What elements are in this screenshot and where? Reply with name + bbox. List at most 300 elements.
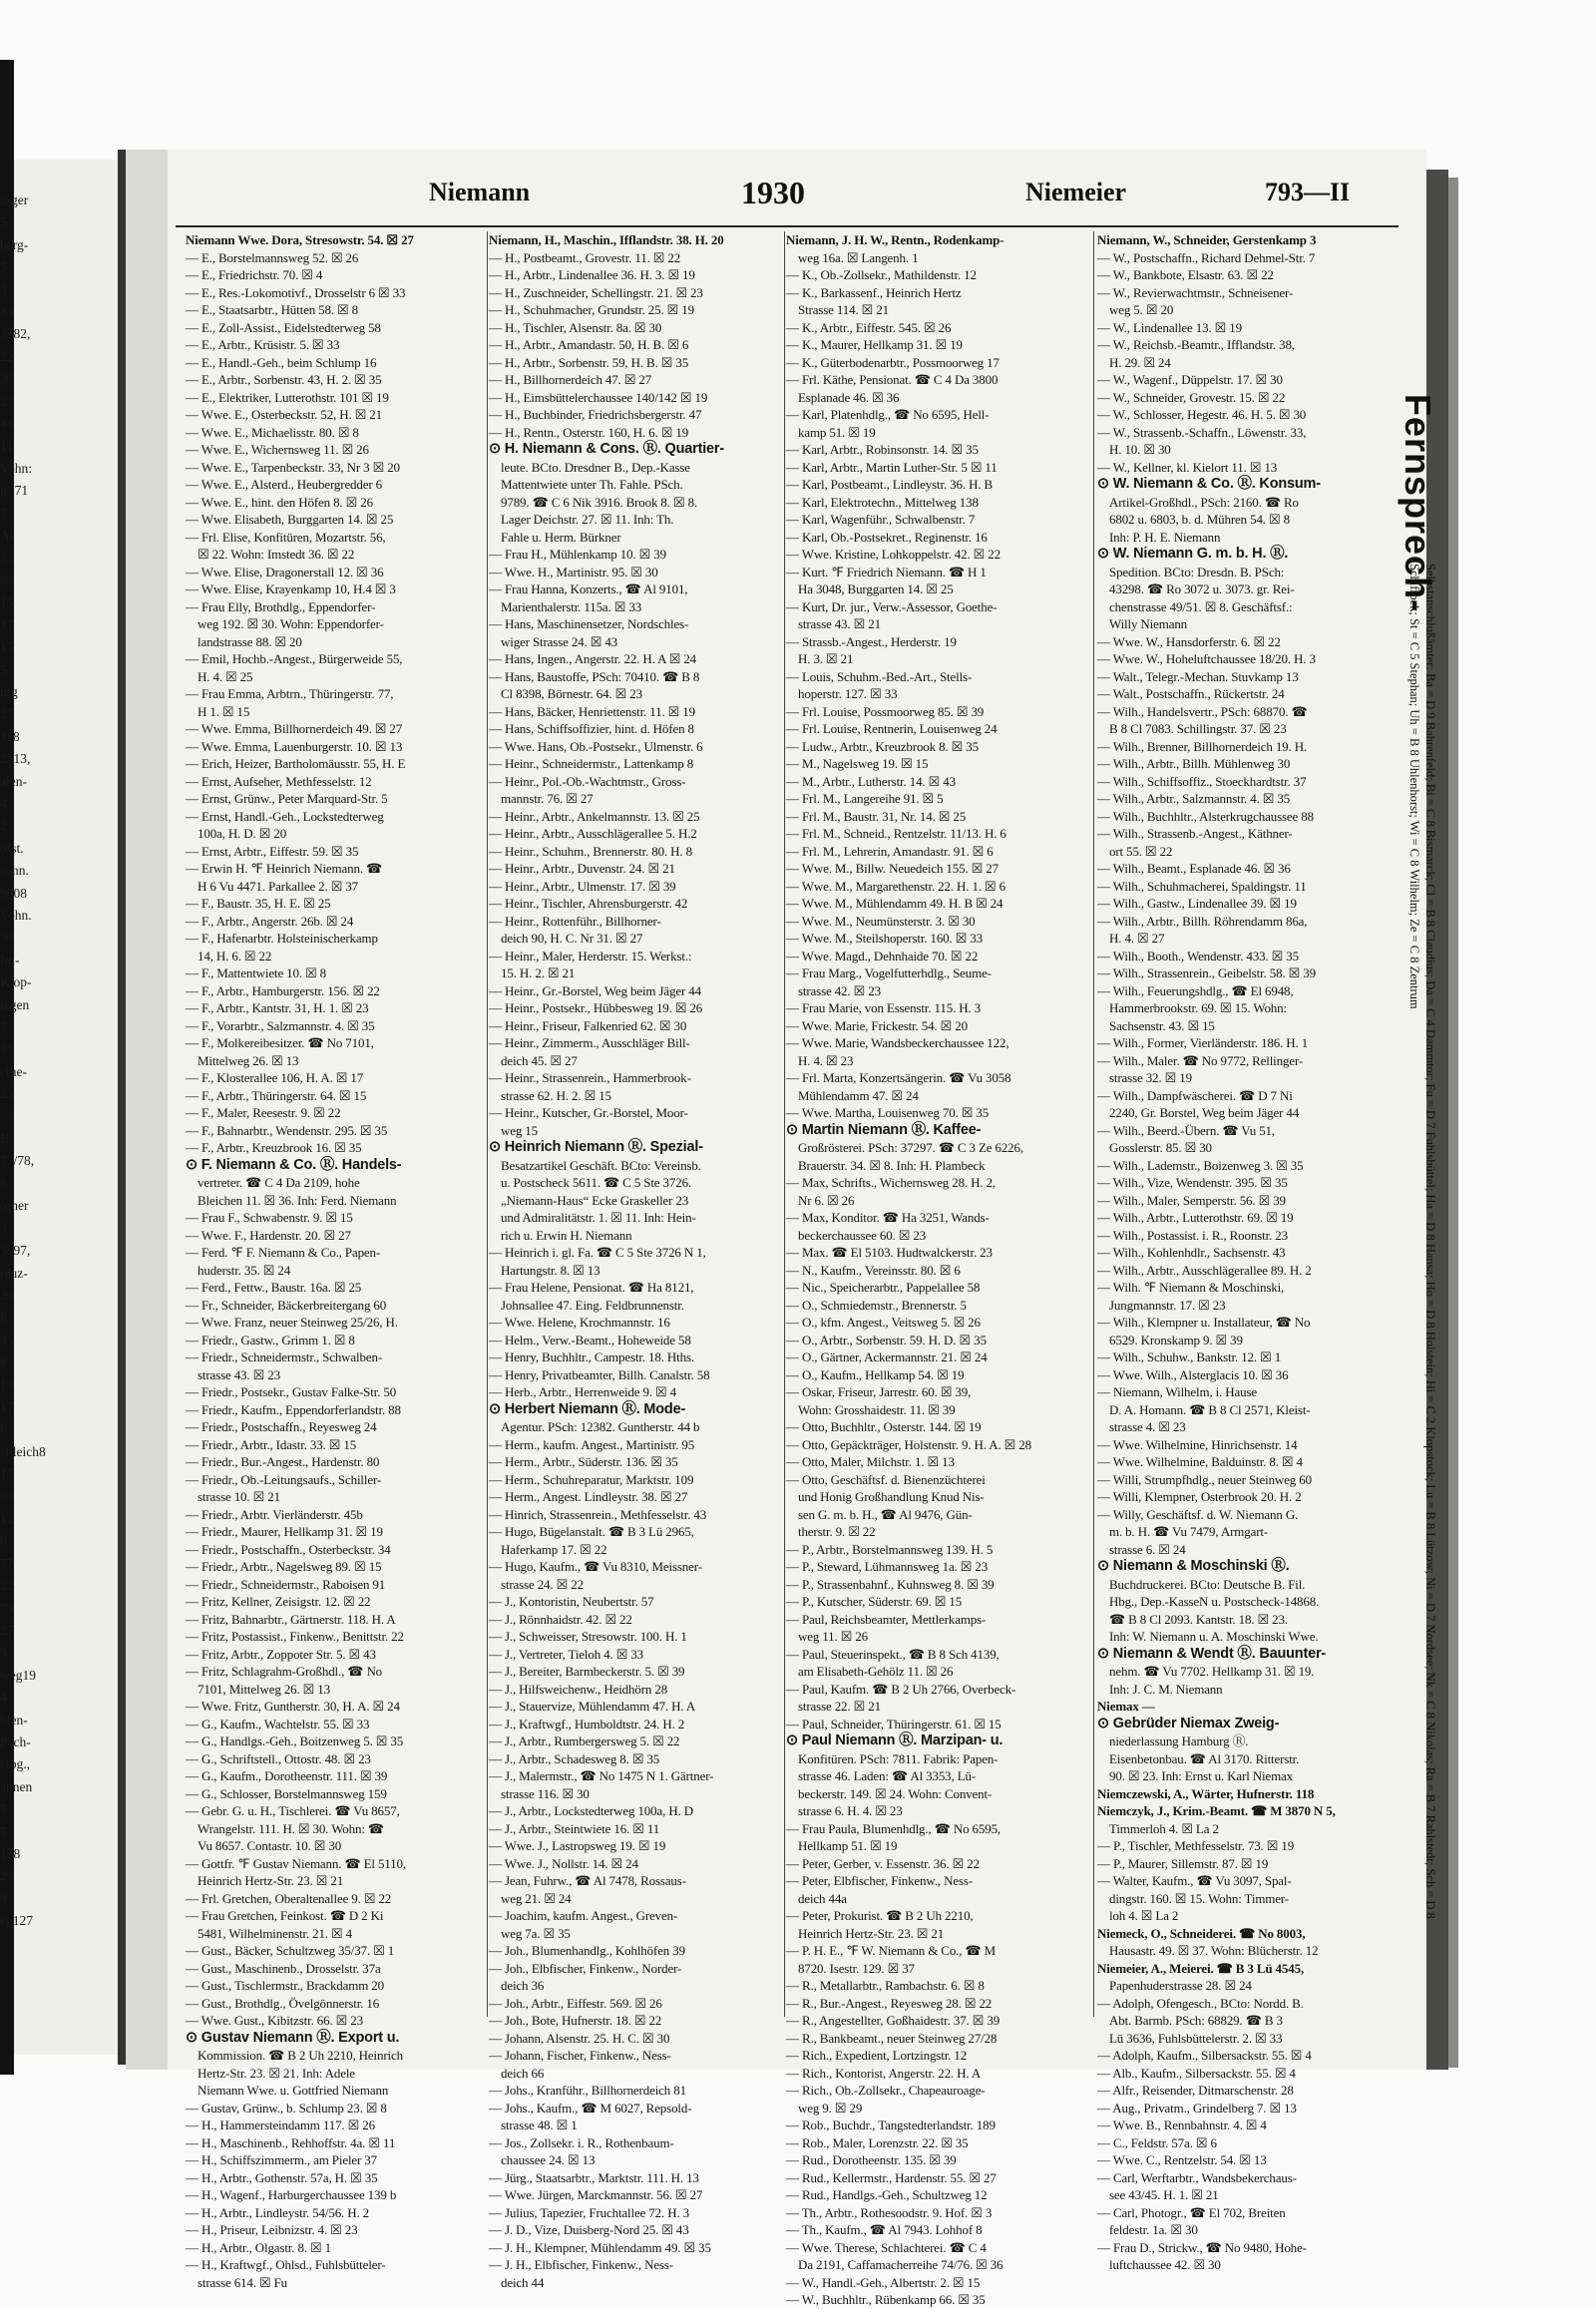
- directory-entry-line: Niemeck, O., Schneiderei. ☎ No 8003,: [1097, 1925, 1306, 1941]
- facing-page-line: 93: [0, 1645, 14, 1661]
- directory-entry-line: — F., Arbtr., Kantstr. 31, H. 1. ☒ 23: [186, 1000, 369, 1015]
- directory-entry-line: — Alb., Kaufm., Silbersackstr. 55. ☒ 4: [1097, 2065, 1296, 2081]
- directory-entry-line: — J., Rönnhaidstr. 42. ☒ 22: [489, 1611, 632, 1627]
- directory-entry-line: — F., Arbtr., Kreuzbrook 16. ☒ 35: [186, 1140, 362, 1155]
- directory-entry-line: — Aug., Privatm., Grindelberg 7. ☒ 13: [1097, 2100, 1297, 2116]
- directory-entry-line: — Frl. Elise, Konfitüren, Mozartstr. 56,: [186, 529, 386, 545]
- directory-entry-line: loh 4. ☒ La 2: [1109, 1908, 1179, 1923]
- directory-entry-line: — Wilh., Arbtr., Billh. Mühlenweg 30: [1097, 756, 1291, 771]
- directory-entry-line: 14, H. 6. ☒ 22: [198, 948, 272, 963]
- facing-page-line: echn.: [0, 863, 29, 879]
- directory-entry-line: — Alfr., Reisender, Ditmarschenstr. 28: [1097, 2083, 1294, 2098]
- directory-entry-line: — G., Schriftstell., Ottostr. 48. ☒ 23: [186, 1750, 371, 1766]
- directory-entry-line: — F., Klosterallee 106, H. A. ☒ 17: [186, 1070, 364, 1085]
- facing-page-line: 15: [0, 594, 14, 610]
- directory-entry-line: 5481, Wilhelminenstr. 21. ☒ 4: [198, 1925, 352, 1941]
- directory-entry-line: — Th., Arbtr., Rothesoodstr. 9. Hof. ☒ 3: [786, 2204, 993, 2220]
- directory-entry-line: — Wwe. Franz, neuer Steinweg 25/26, H.: [186, 1315, 398, 1330]
- directory-entry-line: — Herm., Angest. Lindleystr. 38. ☒ 27: [489, 1489, 688, 1504]
- directory-entry-line: — Joachim, kaufm. Angest., Greven-: [489, 1908, 678, 1923]
- directory-entry-line: — J., Hilfsweichenw., Heidhörn 28: [489, 1681, 668, 1697]
- directory-entry-line: — Wwe. Therese, Schlachterei. ☎ C 4: [786, 2239, 987, 2255]
- facing-page-line: 25: [0, 1086, 14, 1102]
- directory-entry-line: — Frau Elly, Brothdlg., Eppendorfer-: [186, 598, 376, 614]
- facing-page-line: 33: [0, 304, 14, 320]
- directory-entry-line: strasse 46. Laden: ☎ Al 3353, Lü-: [798, 1768, 977, 1783]
- directory-entry-line: — Adolph, Kaufm., Silbersackstr. 55. ☒ 4: [1097, 2048, 1312, 2063]
- directory-entry-line: — Wilh., Feuerungshdlg., ☎ El 6948,: [1097, 982, 1294, 998]
- directory-entry-line: — Wwe. Emma, Billhornerdeich 49. ☒ 27: [186, 721, 403, 736]
- directory-entry-line: — Ernst, Aufseher, Methfesselstr. 12: [186, 773, 372, 789]
- directory-entry-line: weg 15: [501, 1122, 539, 1138]
- legend-text: Selbstanschlußämter: Ba = D 9 Bahrenfeld; Bi = C 8 Bismarck; Cl = B 8 Claudius; Da = C 4 Dammtor; Fu = D 7 Fuhlsbüttel; Ha = D 8 Hansa; Ho = D 8 Holstein; Hi = C 2 Klopstock; Lu = B 8 Lützow; Ni = D 7 Nordsee; Nk = C 8 Nikolas; Ra = B 7 Rahlstedt; Sch = D 8 Schiffbek; St = C 5 Stephan; Uh = B 8 Uhlenhorst; Wi = C 8 Wilhelm; Ze = C 8 Zentrum: [1407, 564, 1437, 1919]
- directory-entry-line: — H., Arbtr., Gothenstr. 57a, H. ☒ 35: [186, 2169, 378, 2185]
- directory-entry-line: Marienthalerstr. 115a. ☒ 33: [501, 598, 642, 614]
- directory-entry-line: — Heinr., Strassenrein., Hammerbrook-: [489, 1070, 691, 1085]
- directory-entry-line: — Peter, Gerber, v. Essenstr. 36. ☒ 22: [786, 1855, 980, 1871]
- directory-entry-line: Hausastr. 49. ☒ 37. Wohn: Blücherstr. 12: [1109, 1943, 1319, 1958]
- directory-entry-line: — Rich., Ob.-Zollsekr., Chapeauroage-: [786, 2083, 986, 2098]
- facing-page-line: 2513,: [0, 751, 31, 767]
- directory-entry-line: deich 90, H. C. Nr 31. ☒ 27: [501, 931, 643, 946]
- directory-entry-line: — Frau D., Strickw., ☎ No 9480, Hohe-: [1097, 2239, 1307, 2255]
- directory-entry-line: — Wilh., Beerd.-Übern. ☎ Vu 51,: [1097, 1122, 1276, 1138]
- directory-entry-line: — Heinr., Kutscher, Gr.-Borstel, Moor-: [489, 1105, 688, 1120]
- directory-entry-line: — J. H., Klempner, Mühlendamm 49. ☒ 35: [489, 2239, 711, 2255]
- directory-entry-line: am Elisabeth-Gehölz 11. ☒ 26: [798, 1664, 954, 1679]
- directory-entry-line: ⊙ Niemann & Moschinski Ⓡ.: [1097, 1558, 1290, 1574]
- header-year: 1930: [741, 175, 805, 210]
- column-2: [489, 231, 788, 2290]
- directory-entry-line: — Herb., Arbtr., Herrenweide 9. ☒ 4: [489, 1384, 676, 1399]
- directory-entry-line: — Wwe. E., Alsterd., Heubergredder 6: [186, 477, 383, 492]
- legend-title: Fernsprech-: [1397, 394, 1438, 613]
- directory-entry-line: — Gust., Bäcker, Schultzweg 35/37. ☒ 1: [186, 1943, 395, 1958]
- facing-page-line: Im-: [0, 952, 20, 967]
- directory-entry-line: — Walter, Kaufm., ☎ Vu 3097, Spal-: [1097, 1873, 1292, 1888]
- directory-entry-line: — Heinr., Maler, Herderstr. 15. Werkst.:: [489, 948, 692, 963]
- directory-entry-line: Ha 3048, Burggarten 14. ☒ 25: [798, 581, 954, 596]
- facing-page-line: 15: [0, 639, 14, 655]
- directory-entry-line: — Wwe. M., Neumünsterstr. 3. ☒ 30: [786, 913, 976, 929]
- directory-entry-line: Lager Deichstr. 27. ☒ 11. Inh: Th.: [501, 512, 674, 527]
- directory-entry-line: hoperstr. 127. ☒ 33: [798, 686, 898, 701]
- facing-page-line: 35: [0, 706, 14, 722]
- directory-entry-line: — J. D., Vize, Duisberg-Nord 25. ☒ 43: [489, 2222, 689, 2237]
- column-3: [786, 231, 1093, 2307]
- directory-entry-line: Hammerbrookstr. 69. ☒ 15. Wohn:: [1109, 1000, 1287, 1015]
- directory-entry-line: — W., Postschaffn., Richard Dehmel-Str. 7: [1097, 249, 1316, 265]
- directory-entry-line: — Wilh., Buchhltr., Alsterkrugchaussee 88: [1097, 808, 1314, 824]
- facing-page-line: 20: [0, 1287, 14, 1303]
- directory-entry-line: — C., Feldstr. 57a. ☒ 6: [1097, 2134, 1217, 2150]
- directory-entry-line: — Otto, Buchhltr., Osterstr. 144. ☒ 19: [786, 1419, 982, 1434]
- directory-entry-line: — Paul, Steuerinspekt., ☎ B 8 Sch 4139,: [786, 1646, 999, 1662]
- directory-entry-line: — Frl. Käthe, Pensionat. ☎ C 4 Da 3800: [786, 372, 998, 387]
- directory-entry-line: — P. H. E., ℉ W. Niemann & Co., ☎ M: [786, 1943, 997, 1958]
- directory-entry-line: — O., Schmiedemstr., Brennerstr. 5: [786, 1297, 967, 1313]
- directory-entry-line: — Wwe. Fritz, Guntherstr. 30, H. A. ☒ 24: [186, 1699, 400, 1714]
- facing-page-line: 3982,: [0, 326, 31, 342]
- directory-entry-line: ⊙ Paul Niemann Ⓡ. Marzipan- u.: [786, 1732, 1003, 1748]
- facing-page-line: 35: [0, 1041, 14, 1057]
- facing-page-line: 118: [0, 728, 20, 744]
- directory-entry-line: — Otto, Geschäftsf. d. Bienenzüchterei: [786, 1471, 986, 1487]
- directory-entry-line: weg 5. ☒ 20: [1109, 302, 1174, 317]
- directory-entry-line: — Kurt. ℉ Friedrich Niemann. ☎ H 1: [786, 564, 987, 579]
- directory-entry-line: — Henry, Buchhltr., Campestr. 18. Hths.: [489, 1349, 694, 1364]
- directory-entry-line: — Frl. M., Baustr. 31, Nr. 14. ☒ 25: [786, 808, 967, 824]
- directory-entry-line: — W., Schlosser, Hegestr. 46. H. 5. ☒ 30: [1097, 407, 1307, 422]
- directory-entry-line: — Hans, Baustoffe, PSch: 70410. ☎ B 8: [489, 668, 700, 684]
- directory-entry-line: — R., Angestellter, Goßhaidestr. 37. ☒ 39: [786, 2013, 1000, 2028]
- directory-entry-line: — R., Bankbeamt., neuer Steinweg 27/28: [786, 2030, 998, 2046]
- facing-page-line: 22: [0, 1578, 14, 1594]
- directory-entry-line: — Karl, Ob.-Postsekret., Reginenstr. 16: [786, 529, 988, 545]
- directory-entry-line: — Herm., Arbtr., Süderstr. 136. ☒ 35: [489, 1454, 678, 1469]
- facing-page-line: annen: [0, 1778, 33, 1794]
- directory-entry-line: — Wwe. Marie, Wandsbeckerchaussee 122,: [786, 1035, 1009, 1050]
- directory-entry-line: — W., Kellner, kl. Kielort 11. ☒ 13: [1097, 459, 1278, 475]
- directory-entry-line: — E., Res.-Lokomotivf., Drosselstr 6 ☒ 33: [186, 284, 406, 300]
- directory-entry-line: — R., Bur.-Angest., Reyesweg 28. ☒ 22: [786, 1995, 993, 2011]
- directory-entry-line: — Erwin H. ℉ Heinrich Niemann. ☎: [186, 861, 383, 876]
- directory-entry-line: — Wwe. M., Steilshoperstr. 160. ☒ 33: [786, 931, 984, 946]
- directory-entry-line: — J., Arbtr., Schadesweg 8. ☒ 35: [489, 1750, 660, 1766]
- directory-entry-line: — Wwe. Marie, Frickestr. 54. ☒ 20: [786, 1017, 968, 1033]
- directory-entry-line: — Rud., Kellermstr., Hardenstr. 55. ☒ 27: [786, 2169, 997, 2185]
- directory-entry-line: — J., Malermstr., ☎ No 1475 N 1. Gärtner-: [489, 1768, 714, 1783]
- directory-entry-line: — Fritz, Postassist., Finkenw., Benittstr. 22: [186, 1629, 404, 1644]
- directory-entry-line: — Friedr., Postschaffn., Reyesweg 24: [186, 1419, 377, 1434]
- directory-entry-line: chaussee 24. ☒ 13: [501, 2152, 596, 2167]
- directory-entry-line: — Wwe. B., Rennbahnstr. 4. ☒ 4: [1097, 2117, 1267, 2132]
- directory-entry-line: Inh: P. H. E. Niemann: [1109, 529, 1221, 545]
- directory-entry-line: — Rob., Maler, Lorenzstr. 22. ☒ 35: [786, 2134, 969, 2150]
- facing-page-line: 4: [0, 1690, 7, 1706]
- directory-entry-line: 6529. Kronskamp 9. ☒ 39: [1109, 1332, 1243, 1347]
- directory-entry-line: — Wilh., Arbtr., Ausschlägerallee 89. H. 2: [1097, 1262, 1312, 1278]
- directory-entry-line: strasse 10. ☒ 21: [198, 1489, 280, 1504]
- directory-entry-line: — Wilh., Maler. ☎ No 9772, Rellinger-: [1097, 1052, 1304, 1068]
- facing-page-line: 3: [0, 1220, 7, 1236]
- directory-entry-line: — Friedr., Bur.-Angest., Hardenstr. 80: [186, 1454, 380, 1469]
- directory-entry-line: Cl 8398, Börnestr. 64. ☒ 23: [501, 686, 642, 701]
- facing-page-line: Hbg.,: [0, 1756, 30, 1772]
- directory-entry-line: — E., Arbtr., Sorbenstr. 43, H. 2. ☒ 35: [186, 372, 382, 387]
- directory-entry-line: 9789. ☎ C 6 Nik 3916. Brook 8. ☒ 8.: [501, 494, 698, 510]
- directory-entry-line: ☒ 22. Wohn: Imstedt 36. ☒ 22: [198, 547, 355, 562]
- facing-page-line: 17: [0, 616, 14, 632]
- directory-entry-line: — J., Kraftwgf., Humboldtstr. 24. H. 2: [489, 1716, 685, 1732]
- directory-entry-line: — Heinrich i. gl. Fa. ☎ C 5 Ste 3726 N 1,: [489, 1245, 706, 1260]
- directory-entry-line: — Ferd. ℉ F. Niemann & Co., Papen-: [186, 1245, 381, 1260]
- directory-entry-line: — Joh., Arbtr., Eiffestr. 569. ☒ 26: [489, 1995, 662, 2011]
- directory-entry-line: — Wwe. W., Hansdorferstr. 6. ☒ 22: [1097, 633, 1281, 649]
- directory-entry-line: 100a, H. D. ☒ 20: [198, 826, 287, 841]
- directory-entry-line: und Admiralitätstr. 1. ☒ 11. Inh: Hein-: [501, 1210, 696, 1225]
- directory-entry-line: Papenhuderstrasse 28. ☒ 24: [1109, 1978, 1252, 1993]
- directory-entry-line: — Wilh., Vize, Wendenstr. 395. ☒ 35: [1097, 1175, 1288, 1190]
- directory-entry-line: — Rud., Dorotheenstr. 135. ☒ 39: [786, 2152, 957, 2167]
- directory-entry-line: — P., Arbtr., Borstelmannsweg 139. H. 5: [786, 1541, 994, 1557]
- directory-entry-line: — Walt., Telegr.-Mechan. Stuvkamp 13: [1097, 668, 1299, 684]
- directory-entry-line: — F., Maler, Reesestr. 9. ☒ 22: [186, 1105, 341, 1120]
- directory-entry-line: — Ernst, Grünw., Peter Marquard-Str. 5: [186, 791, 388, 806]
- directory-entry-line: — Frau Paula, Blumenhdlg., ☎ No 6595,: [786, 1820, 1001, 1836]
- directory-entry-line: 2240, Gr. Borstel, Weg beim Jäger 44: [1109, 1105, 1300, 1120]
- directory-entry-line: — Wilh., Kohlenhdlr., Sachsenstr. 43: [1097, 1245, 1286, 1260]
- directory-entry-line: — Wwe. E., Wichernsweg 11. ☒ 26: [186, 442, 369, 457]
- directory-entry-line: — Herm., Schuhreparatur, Marktstr. 109: [489, 1471, 694, 1487]
- directory-entry-line: deich 44a: [798, 1890, 847, 1906]
- facing-page-line: 30: [0, 930, 14, 946]
- directory-entry-line: — Wwe. Elisabeth, Burggarten 14. ☒ 25: [186, 512, 394, 527]
- directory-entry-line: — W., Reichsb.-Beamtr., Ifflandstr. 38,: [1097, 337, 1295, 352]
- facing-page-line: 9008: [0, 885, 27, 901]
- directory-entry-line: — Wilh., Gastw., Lindenallee 39. ☒ 19: [1097, 896, 1297, 911]
- directory-entry-line: — Heinr., Arbtr., Ulmenstr. 17. ☒ 39: [489, 878, 676, 894]
- facing-page-line: Vohn:: [0, 460, 33, 476]
- directory-entry-line: D. A. Homann. ☎ B 8 Cl 2571, Kleist-: [1109, 1401, 1311, 1417]
- directory-entry-line: — K., Güterbodenarbtr., Possmoorweg 17: [786, 354, 999, 370]
- directory-entry-line: — Rich., Expedient, Lortzingstr. 12: [786, 2048, 968, 2063]
- directory-entry-line: — Wwe. J., Nollstr. 14. ☒ 24: [489, 1855, 638, 1871]
- directory-entry-line: Großrösterei. PSch: 37297. ☎ C 3 Ze 6226,: [798, 1140, 1023, 1155]
- directory-entry-line: — Hugo, Bügelanstalt. ☎ B 3 Lü 2965,: [489, 1524, 694, 1539]
- directory-entry-line: — Fritz, Bahnarbtr., Gärtnerstr. 118. H. A: [186, 1611, 396, 1627]
- facing-page-line: 15: [0, 1466, 14, 1482]
- directory-entry-line: — Wwe. M., Margarethenstr. 22. H. 1. ☒ 6: [786, 878, 1006, 894]
- page-header: [168, 175, 1385, 227]
- directory-entry-line: — Wilh., Postassist. i. R., Roonstr. 23: [1097, 1227, 1288, 1243]
- directory-entry-line: — H., Arbtr., Amandastr. 50, H. B. ☒ 6: [489, 337, 689, 352]
- facing-page-line: 11: [0, 438, 13, 454]
- directory-entry-line: — Frau Helene, Pensionat. ☎ Ha 8121,: [489, 1280, 694, 1295]
- directory-entry-line: see 43/45. H. 1. ☒ 21: [1109, 2187, 1219, 2202]
- directory-entry-line: — Ernst, Handl.-Geh., Lockstedterweg: [186, 808, 384, 824]
- directory-entry-line: — Wwe. E., Tarpenbeckstr. 33, Nr 3 ☒ 20: [186, 459, 400, 475]
- directory-entry-line: — Th., Kaufm., ☎ Al 7943. Lohhof 8: [786, 2222, 983, 2237]
- directory-entry-line: — Wilh., Arbtr., Billh. Röhrendamm 86a,: [1097, 913, 1308, 929]
- directory-entry-line: — Karl, Postbeamt., Lindleystr. 36. H. B: [786, 477, 994, 492]
- facing-page-fragment: [0, 190, 122, 2045]
- directory-entry-line: — M., Nagelsweg 19. ☒ 15: [786, 756, 929, 771]
- directory-entry-line: strasse 614. ☒ Fu: [198, 2274, 287, 2290]
- facing-page-line: 9: [0, 1890, 7, 1906]
- directory-entry-line: m. b. H. ☎ Vu 7479, Armgart-: [1109, 1524, 1269, 1539]
- directory-entry-line: — W., Strassenb.-Schaffn., Löwenstr. 33,: [1097, 424, 1307, 440]
- directory-entry-line: — Heinr., Tischler, Ahrensburgerstr. 42: [489, 896, 688, 911]
- directory-entry-line: — Wilh., Former, Vierländerstr. 186. H. 1: [1097, 1035, 1309, 1050]
- facing-page-line: chleich8: [0, 1443, 46, 1459]
- directory-entry-line: huderstr. 35. ☒ 24: [198, 1262, 291, 1278]
- directory-entry-line: — E., Zoll-Assist., Eidelstedterweg 58: [186, 319, 381, 335]
- directory-entry-line: — Wwe. M., Mühlendamm 49. H. B ☒ 24: [786, 896, 1003, 911]
- directory-entry-line: — O., Gärtner, Ackermannstr. 21. ☒ 24: [786, 1349, 988, 1364]
- directory-entry-line: — Heinr., Schuhm., Brennerstr. 80. H. 8: [489, 843, 692, 859]
- directory-entry-line: — Wilh., Arbtr., Lutterothstr. 69. ☒ 19: [1097, 1210, 1294, 1225]
- column-divider: [784, 231, 785, 2017]
- directory-entry-line: — Wwe. Hans, Ob.-Postsekr., Ulmenstr. 6: [489, 738, 703, 754]
- directory-entry-line: — Friedr., Kaufm., Eppendorferlandstr. 88: [186, 1401, 401, 1417]
- directory-entry-line: — Fr., Schneider, Bäckerbreitergang 60: [186, 1297, 387, 1313]
- directory-entry-line: — Wwe. E., hint. den Höfen 8. ☒ 26: [186, 494, 373, 510]
- directory-entry-line: — Rob., Buchdr., Tangstedterlandstr. 189: [786, 2117, 996, 2132]
- directory-entry-line: — Friedr., Schneidermstr., Raboisen 91: [186, 1576, 386, 1592]
- directory-entry-line: — Heinr., Schneidermstr., Lattenkamp 8: [489, 756, 694, 771]
- header-rule: [176, 225, 1398, 227]
- directory-entry-line: H. 4. ☒ 25: [198, 668, 253, 684]
- directory-entry-line: — Wwe. E., Michaelisstr. 80. ☒ 8: [186, 424, 359, 440]
- directory-entry-line: — Karl, Arbtr., Martin Luther-Str. 5 ☒ 11: [786, 459, 998, 475]
- directory-entry-line: — Gebr. G. u. H., Tischlerei. ☎ Vu 8657,: [186, 1803, 400, 1818]
- facing-page-line: 5: [0, 259, 7, 275]
- facing-page-line: berg-: [0, 236, 29, 252]
- directory-entry-line: — Gottfr. ℉ Gustav Niemann. ☎ El 5110,: [186, 1855, 406, 1871]
- directory-entry-line: Wohn: Grosshaidestr. 11. ☒ 39: [798, 1401, 956, 1417]
- facing-page-line: ur 71: [0, 483, 29, 499]
- facing-page-line: reuz-: [0, 1265, 28, 1281]
- directory-entry-line: — Jean, Fuhrw., ☎ Al 7478, Rossaus-: [489, 1873, 686, 1888]
- directory-entry-line: — F., Arbtr., Angerstr. 26b. ☒ 24: [186, 913, 354, 929]
- directory-entry-line: — J., Vertreter, Tieloh 4. ☒ 33: [489, 1646, 644, 1662]
- directory-entry-line: wiger Strasse 24. ☒ 43: [501, 633, 618, 649]
- directory-entry-line: ⊙ Martin Niemann Ⓡ. Kaffee-: [786, 1121, 982, 1138]
- directory-entry-line: — Friedr., Arbtr., Nagelsweg 89. ☒ 15: [186, 1559, 382, 1574]
- directory-entry-line: — K., Arbtr., Eiffestr. 545. ☒ 26: [786, 319, 952, 335]
- directory-entry-line: — Fritz, Kellner, Zeisigstr. 12. ☒ 22: [186, 1594, 371, 1609]
- directory-entry-line: — M., Arbtr., Lutherstr. 14. ☒ 43: [786, 773, 956, 789]
- directory-entry-line: — Otto, Maler, Milchstr. 1. ☒ 13: [786, 1454, 955, 1469]
- directory-entry-line: leute. BCto. Dresdner B., Dep.-Kasse: [501, 459, 690, 475]
- directory-entry-line: Niemczewski, A., Wärter, Hufnerstr. 118: [1097, 1785, 1315, 1801]
- directory-entry-line: 6802 u. 6803, b. d. Mühren 54. ☒ 8: [1109, 512, 1290, 527]
- directory-entry-line: — Friedr., Schneidermstr., Schwalben-: [186, 1349, 382, 1364]
- directory-entry-line: — K., Ob.-Zollsekr., Mathildenstr. 12: [786, 267, 977, 282]
- directory-entry-line: — P., Kutscher, Süderstr. 69. ☒ 15: [786, 1594, 963, 1609]
- directory-entry-line: — Wilh., Arbtr., Salzmannstr. 4. ☒ 35: [1097, 791, 1291, 806]
- directory-entry-line: — H., Billhornerdeich 47. ☒ 27: [489, 372, 652, 387]
- directory-entry-line: — Henry, Privatbeamter, Billh. Canalstr. 58: [489, 1366, 710, 1382]
- facing-page-line: orst.: [0, 840, 24, 856]
- facing-page-line: 12: [0, 1510, 14, 1526]
- directory-entry-line: — Joh., Bote, Hufnerstr. 18. ☒ 22: [489, 2013, 662, 2028]
- header-last-name: Niemeier: [1025, 178, 1127, 206]
- directory-entry-line: landstrasse 88. ☒ 20: [198, 633, 302, 649]
- directory-entry-line: — Wilh., Klempner u. Installateur, ☎ No: [1097, 1315, 1311, 1330]
- directory-entry-line: Hbg., Dep.-KasseN u. Postscheck-14868.: [1109, 1594, 1320, 1609]
- directory-entry-line: — Frau Emma, Arbtrn., Thüringerstr. 77,: [186, 686, 394, 701]
- directory-entry-line: Sachsenstr. 43. ☒ 15: [1109, 1017, 1215, 1033]
- facing-page-line: 5: [0, 214, 7, 230]
- directory-entry-line: — Friedr., Maurer, Hellkamp 31. ☒ 19: [186, 1524, 383, 1539]
- directory-entry-line: deich 45. ☒ 27: [501, 1052, 578, 1068]
- directory-entry-line: — H., Arbtr., Olgastr. 8. ☒ 1: [186, 2239, 331, 2255]
- directory-entry-line: Johnsallee 47. Eing. Feldbrunnenstr.: [501, 1297, 684, 1313]
- directory-entry-line: deich 36: [501, 1978, 545, 1993]
- directory-entry-line: H 1. ☒ 15: [198, 703, 250, 719]
- facing-page-line: 30: [0, 371, 14, 387]
- directory-entry-line: — Walt., Postschaffn., Rückertstr. 24: [1097, 686, 1285, 701]
- directory-entry-line: — J., Arbtr., Rumbergersweg 5. ☒ 22: [489, 1733, 680, 1748]
- directory-entry-line: — Joh., Elbfischer, Finkenw., Norder-: [489, 1960, 682, 1976]
- directory-entry-line: Da 2191, Caffamacherreihe 74/76. ☒ 36: [798, 2257, 1003, 2272]
- directory-entry-line: — Wilh., Lademstr., Boizenweg 3. ☒ 35: [1097, 1157, 1304, 1173]
- directory-page: [168, 150, 1426, 2307]
- directory-entry-line: ⊙ Herbert Niemann Ⓡ. Mode-: [489, 1400, 686, 1417]
- directory-entry-line: — Adolph, Ofengesch., BCto: Nordd. B.: [1097, 1995, 1304, 2011]
- directory-entry-line: 15. H. 2. ☒ 21: [501, 965, 576, 980]
- facing-page-line: weg19: [0, 1667, 36, 1683]
- directory-entry-line: Jungmannstr. 17. ☒ 23: [1109, 1297, 1226, 1313]
- directory-entry-line: — F., Vorarbtr., Salzmannstr. 4. ☒ 35: [186, 1017, 375, 1033]
- directory-entry-line: 7101, Mittelweg 26. ☒ 13: [198, 1681, 330, 1697]
- directory-entry-line: H 6 Vu 4471. Parkallee 2. ☒ 37: [198, 878, 359, 894]
- directory-entry-line: — H., Rentn., Osterstr. 160, H. 6. ☒ 19: [489, 424, 689, 440]
- directory-entry-line: — Willi, Strumpfhdlg., neuer Steinweg 60: [1097, 1471, 1312, 1487]
- directory-entry-line: — Kurt, Dr. jur., Verw.-Assessor, Goethe-: [786, 598, 998, 614]
- directory-entry-line: Artikel-Großhdl., PSch: 2160. ☎ Ro: [1109, 494, 1299, 510]
- directory-entry-line: therstr. 9. ☒ 22: [798, 1524, 876, 1539]
- directory-entry-line: — Wwe. H., Martinistr. 95. ☒ 30: [489, 564, 658, 579]
- directory-entry-line: — Max, Konditor. ☎ Ha 3251, Wands-: [786, 1210, 990, 1225]
- directory-entry-line: — Gust., Tischlermstr., Brackdamm 20: [186, 1978, 384, 1993]
- facing-page-line: Al: [0, 528, 14, 544]
- directory-entry-line: — Frl. M., Langereihe 91. ☒ 5: [786, 791, 944, 806]
- directory-entry-line: — H., Arbtr., Lindenallee 36. H. 3. ☒ 19: [489, 267, 695, 282]
- directory-entry-line: Vu 8657. Contastr. 10. ☒ 30: [198, 1838, 342, 1853]
- directory-entry-line: Agentur. PSch: 12382. Guntherstr. 44 b: [501, 1419, 700, 1434]
- directory-entry-line: ⊙ Niemann & Wendt Ⓡ. Bauunter-: [1097, 1645, 1327, 1662]
- directory-entry-line: — Hans, Ingen., Angerstr. 22. H. A ☒ 24: [489, 651, 697, 666]
- directory-entry-line: strasse 6. H. 4. ☒ 23: [798, 1803, 903, 1818]
- directory-entry-line: Hertz-Str. 23. ☒ 21. Inh: Adele: [198, 2065, 355, 2081]
- directory-entry-line: — Herm., kaufm. Angest., Martinistr. 95: [489, 1436, 695, 1452]
- directory-entry-line: ⊙ Gebrüder Niemax Zweig-: [1097, 1715, 1280, 1732]
- directory-entry-line: H. 3. ☒ 21: [798, 651, 854, 666]
- facing-page-line: 77: [0, 1555, 14, 1571]
- directory-entry-line: Gosslerstr. 85. ☒ 30: [1109, 1140, 1212, 1155]
- directory-entry-line: — H., Postbeamt., Grovestr. 11. ☒ 22: [489, 249, 681, 265]
- directory-entry-line: deich 44: [501, 2274, 545, 2290]
- directory-entry-line: — W., Schneider, Grovestr. 15. ☒ 22: [1097, 389, 1286, 405]
- directory-entry-line: — Wwe. Jürgen, Marckmannstr. 56. ☒ 27: [489, 2187, 703, 2202]
- directory-entry-line: — Max, Schrifts., Wichernsweg 28. H. 2,: [786, 1175, 997, 1190]
- directory-entry-line: strasse 4. ☒ 23: [1109, 1419, 1186, 1434]
- directory-entry-line: — H., Arbtr., Sorbenstr. 59, H. B. ☒ 35: [489, 354, 689, 370]
- facing-page-line: lagen: [0, 996, 30, 1012]
- facing-page-line: H.: [0, 1131, 14, 1147]
- directory-entry-line: — W., Lindenallee 13. ☒ 19: [1097, 319, 1242, 335]
- directory-entry-line: Hellkamp 51. ☒ 19: [798, 1838, 898, 1853]
- directory-entry-line: — Paul, Reichsbeamter, Mettlerkamps-: [786, 1611, 987, 1627]
- directory-entry-line: Buchdruckerei. BCto: Deutsche B. Fil.: [1109, 1576, 1306, 1592]
- directory-entry-line: — Johann, Fischer, Finkenw., Ness-: [489, 2048, 671, 2063]
- directory-entry-line: — Friedr., Postschaffn., Osterbeckstr. 34: [186, 1541, 391, 1557]
- directory-entry-line: Niemczyk, J., Krim.-Beamt. ☎ M 3870 N 5,: [1097, 1803, 1336, 1818]
- directory-entry-line: — Wwe. Gust., Kibitzstr. 66. ☒ 23: [186, 2013, 363, 2028]
- directory-entry-line: — Frl. M., Lehrerin, Amandastr. 91. ☒ 6: [786, 843, 994, 859]
- directory-entry-line: — Heinr., Rottenführ., Billhorner-: [489, 913, 661, 929]
- directory-entry-line: — J., Schweisser, Stresowstr. 100. H. 1: [489, 1629, 687, 1644]
- directory-entry-line: — Heinr., Zimmerm., Ausschläger Bill-: [489, 1035, 690, 1050]
- directory-entry-line: Kommission. ☎ B 2 Uh 2210, Heinrich: [198, 2048, 403, 2063]
- directory-entry-line: Konfitüren. PSch: 7811. Fabrik: Papen-: [798, 1750, 998, 1766]
- facing-page-line: 5: [0, 1823, 7, 1839]
- directory-entry-line: — W., Wagenf., Düppelstr. 17. ☒ 30: [1097, 372, 1283, 387]
- directory-entry-line: — Karl, Elektrotechn., Mittelweg 138: [786, 494, 979, 510]
